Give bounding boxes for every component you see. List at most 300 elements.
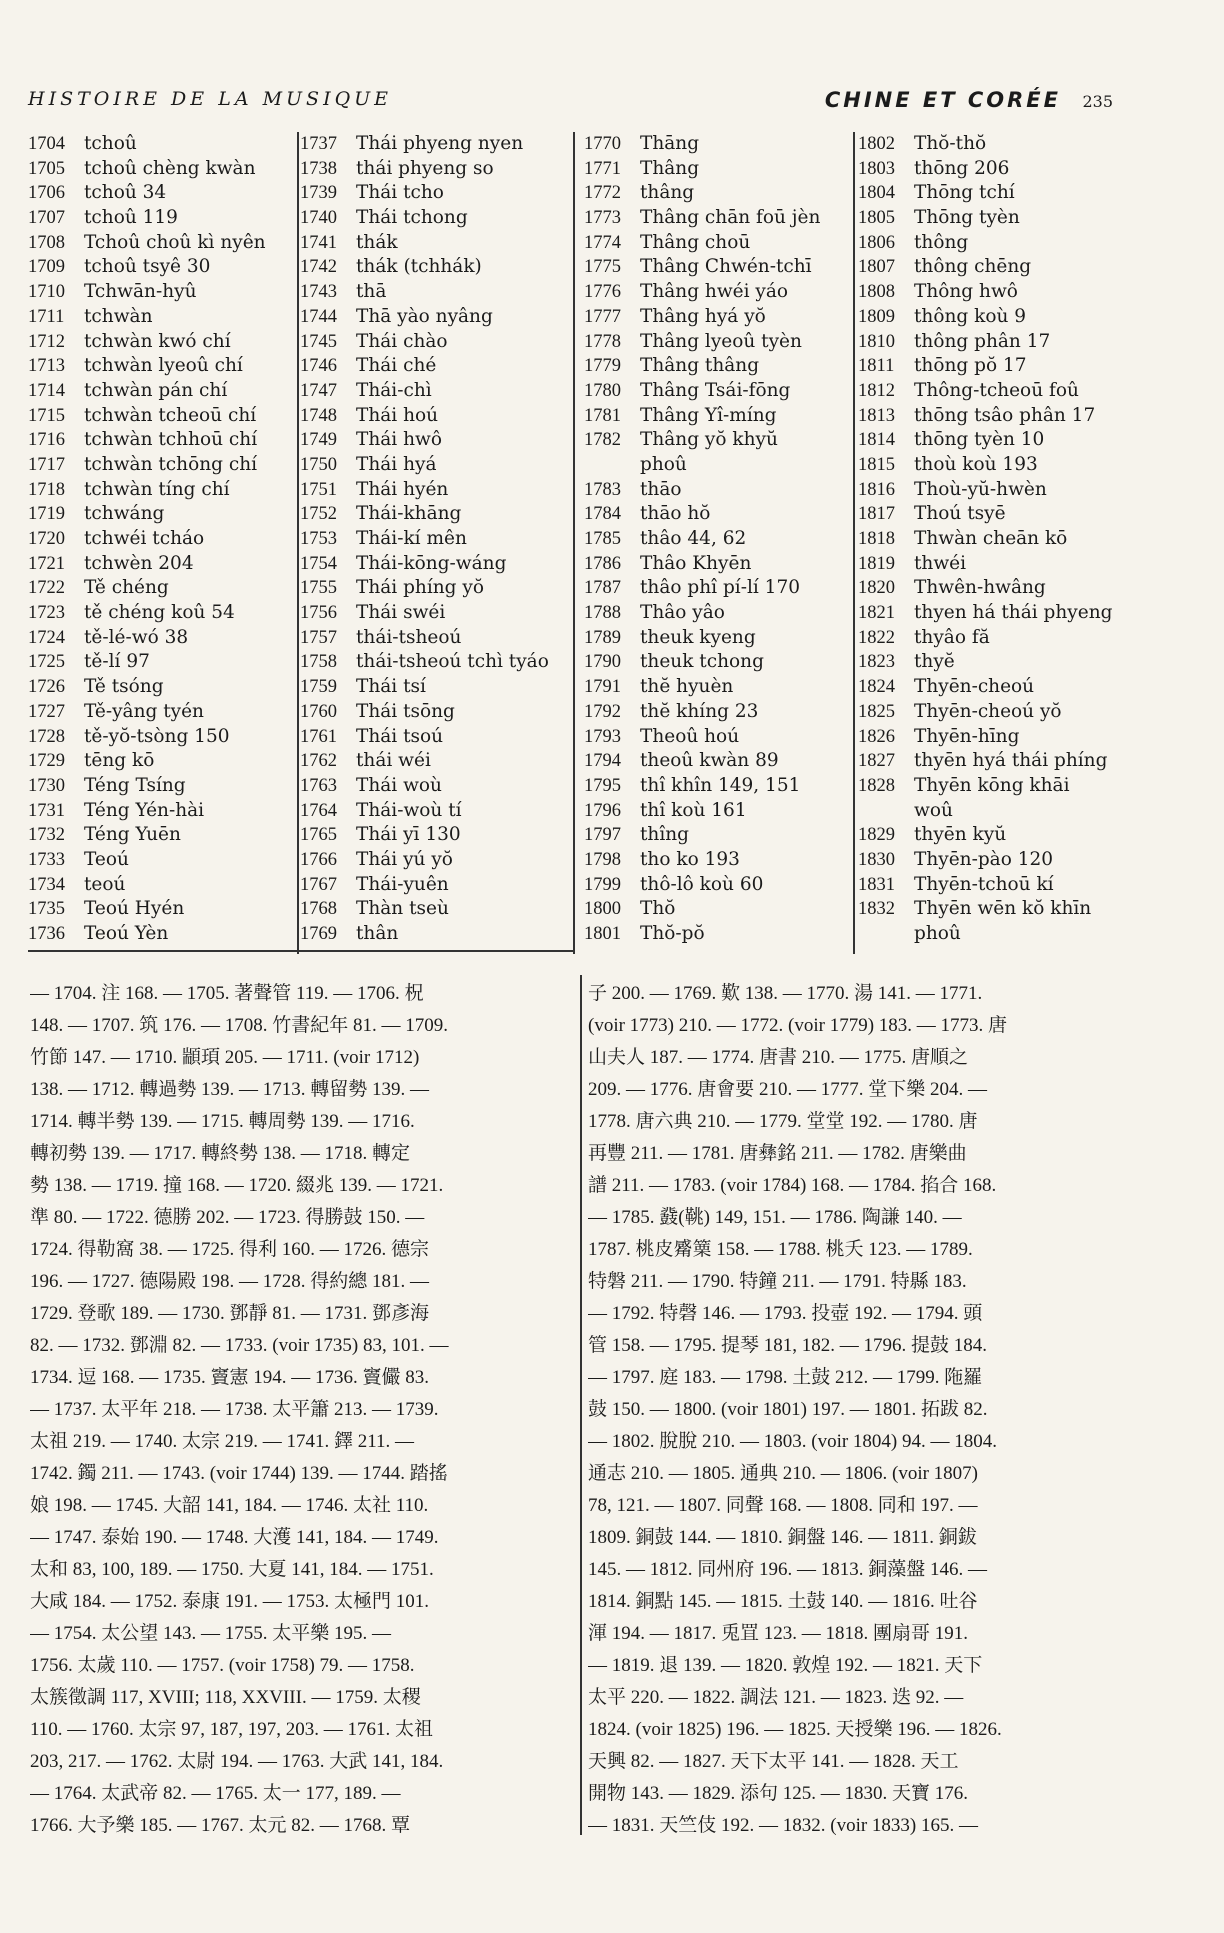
entry-term: Thâng yŏ khyŭ — [640, 429, 778, 451]
entry-term: tchwàn pán chí — [84, 379, 228, 401]
entry-term: Thŏ-thŏ — [914, 133, 987, 154]
entry-number: 1771 — [584, 158, 621, 179]
entry-number: 1766 — [300, 849, 337, 870]
entry-term: thô-lô koù 60 — [640, 873, 764, 895]
index-entry — [28, 157, 298, 182]
index-entry — [28, 255, 298, 280]
entry-term: Téng Yén-hài — [84, 799, 205, 821]
index-entry — [858, 725, 1128, 750]
index-entry — [300, 502, 570, 527]
character-notes-left — [30, 978, 580, 1842]
index-entry — [300, 354, 570, 379]
entry-term: thwéi — [914, 552, 967, 574]
entry-number: 1760 — [300, 701, 337, 722]
note-line: 再豐 211. — 1781. 唐彝銘 211. — 1782. 唐樂曲 — [588, 1143, 967, 1164]
index-entry — [300, 280, 570, 305]
index-entry — [584, 255, 854, 280]
note-line: 1729. 登歌 189. — 1730. 鄧靜 81. — 1731. 鄧彥海 — [30, 1303, 430, 1324]
entry-term: tchwàn tchhoū chí — [84, 429, 258, 451]
entry-term: thyēn hyá thái phíng — [914, 750, 1108, 772]
entry-term: tchwàn — [84, 305, 153, 327]
index-entry — [858, 231, 1128, 256]
entry-term: thî khîn 149, 151 — [640, 774, 801, 796]
entry-term: teoú — [84, 873, 126, 895]
index-column-2 — [300, 132, 570, 947]
entry-term: thāo hŏ — [640, 503, 711, 525]
entry-number: 1717 — [28, 454, 65, 475]
entry-term: Thoú tsyē — [914, 503, 1006, 525]
entry-number: 1806 — [858, 232, 895, 253]
index-entry — [300, 181, 570, 206]
entry-number: 1809 — [858, 306, 895, 327]
entry-number: 1784 — [584, 504, 621, 525]
entry-term: Thái phíng yŏ — [356, 577, 484, 599]
entry-term: Thái-kí mên — [356, 528, 467, 549]
entry-number: 1785 — [584, 529, 621, 549]
entry-term: Thái tcho — [356, 182, 444, 204]
entry-number: 1815 — [858, 454, 895, 475]
entry-number: 1754 — [300, 553, 337, 574]
entry-term: thái-tsheoú — [356, 626, 462, 648]
entry-term: thông — [914, 231, 969, 253]
entry-number: 1816 — [858, 479, 895, 500]
index-column-3 — [584, 132, 854, 947]
entry-term: thái-tsheoú tchì tyáo — [356, 651, 549, 673]
index-entry — [28, 330, 298, 355]
entry-term: tchwàn tíng chí — [84, 478, 230, 500]
entry-number: 1820 — [858, 578, 895, 599]
index-entry — [300, 305, 570, 330]
note-line: 1787. 桃皮觱篥 158. — 1788. 桃夭 123. — 1789. — [588, 1239, 973, 1260]
entry-term: Thái-kōng-wáng — [356, 552, 507, 574]
note-line: 娘 198. — 1745. 大韶 141, 184. — 1746. 太社 110. — [30, 1495, 429, 1516]
entry-term: Thyēn kōng khāi — [914, 774, 1070, 796]
index-entry — [584, 231, 854, 256]
entry-term: Thâng chān foū jèn — [640, 207, 821, 229]
note-line: 1724. 得勒窩 38. — 1725. 得利 160. — 1726. 德宗 — [30, 1239, 430, 1260]
note-line: 天興 82. — 1827. 天下太平 141. — 1828. 天工 — [588, 1751, 959, 1772]
entry-term: Thyēn wēn kŏ khīn — [914, 898, 1092, 920]
index-entry — [858, 527, 1128, 552]
entry-number: 1715 — [28, 405, 65, 426]
note-line: — 1754. 太公望 143. — 1755. 太平樂 195. — — [30, 1623, 392, 1644]
index-entry — [584, 354, 854, 379]
entry-number: 1819 — [858, 553, 895, 574]
entry-number: 1790 — [584, 652, 621, 673]
entry-number: 1788 — [584, 603, 621, 624]
entry-number: 1763 — [300, 775, 337, 796]
entry-term: tho ko 193 — [640, 848, 740, 870]
entry-term: tchwáng — [84, 503, 165, 525]
entry-term: theuk kyeng — [640, 626, 756, 648]
entry-number: 1711 — [28, 306, 65, 327]
index-entry — [858, 897, 1128, 922]
entry-term: Teoú — [84, 848, 129, 870]
note-line: — 1802. 脫脫 210. — 1803. (voir 1804) 94. — 1804. — [588, 1431, 998, 1452]
index-entry — [28, 404, 298, 429]
index-entry — [858, 453, 1128, 478]
entry-term: thāo — [640, 478, 682, 500]
index-entry — [28, 428, 298, 453]
index-entry — [858, 749, 1128, 774]
entry-term: tě chéng koû 54 — [84, 602, 235, 624]
entry-term: tchwàn tchōng chí — [84, 453, 258, 475]
entry-term: Thoù-yŭ-hwèn — [914, 478, 1047, 500]
entry-term: thông koù 9 — [914, 305, 1027, 327]
entry-number: 1783 — [584, 479, 621, 500]
entry-number: 1746 — [300, 356, 337, 377]
index-entry — [28, 305, 298, 330]
entry-term: Thōng tchí — [914, 182, 1015, 204]
index-entry — [858, 354, 1128, 379]
entry-number: 1729 — [28, 751, 65, 772]
entry-term: Thâng lyeoû tyèn — [640, 330, 802, 352]
index-entry — [28, 725, 298, 750]
entry-term: Thōng tyèn — [914, 207, 1020, 229]
entry-number: 1811 — [858, 356, 895, 377]
entry-number: 1793 — [584, 726, 621, 747]
column-rule-2 — [573, 132, 575, 954]
index-entry — [28, 799, 298, 824]
entry-number: 1770 — [584, 134, 621, 154]
index-entry — [858, 552, 1128, 577]
entry-number: 1736 — [28, 924, 65, 944]
entry-term: Thŏ-pŏ — [640, 923, 705, 944]
entry-term: Thái yú yŏ — [356, 848, 453, 870]
entry-number: 1821 — [858, 603, 895, 624]
entry-number: 1818 — [858, 529, 895, 549]
entry-number: 1762 — [300, 751, 337, 772]
index-entry — [28, 527, 298, 552]
index-entry — [300, 749, 570, 774]
entry-term: Téng Tsíng — [84, 774, 186, 796]
entry-number: 1787 — [584, 578, 621, 599]
entry-number: 1786 — [584, 553, 621, 574]
entry-term: Thŏ — [640, 898, 676, 920]
entry-term: Thyēn-hīng — [914, 725, 1020, 747]
entry-number: 1761 — [300, 726, 337, 747]
note-line: 1734. 逗 168. — 1735. 竇憲 194. — 1736. 竇儼 83. — [30, 1367, 430, 1388]
entry-number: 1802 — [858, 134, 895, 154]
entry-term: thōng tyèn 10 — [914, 429, 1045, 451]
entry-term: thâng — [640, 182, 695, 204]
entry-number: 1824 — [858, 677, 895, 698]
entry-number: 1735 — [28, 899, 65, 920]
entry-term: Thái-yuên — [356, 873, 449, 895]
index-entry — [858, 675, 1128, 700]
entry-number: 1804 — [858, 183, 895, 204]
index-column-1 — [28, 132, 298, 947]
entry-number: 1721 — [28, 553, 65, 574]
index-entry — [584, 823, 854, 848]
entry-term: thái phyeng so — [356, 157, 494, 179]
entry-number: 1750 — [300, 454, 337, 475]
index-entry — [300, 453, 570, 478]
entry-term: tě-lé-wó 38 — [84, 626, 189, 648]
entry-term: theoû kwàn 89 — [640, 750, 779, 772]
entry-number: 1812 — [858, 380, 895, 401]
note-line: 209. — 1776. 唐會要 210. — 1777. 堂下樂 204. — — [588, 1079, 988, 1100]
index-entry — [28, 700, 298, 725]
note-line: 1824. (voir 1825) 196. — 1825. 天授樂 196. — 1826. — [588, 1719, 1002, 1740]
index-entry — [584, 675, 854, 700]
index-entry — [858, 404, 1128, 429]
note-line: 78, 121. — 1807. 同聲 168. — 1808. 同和 197. — — [588, 1495, 978, 1516]
note-line: 勢 138. — 1719. 撞 168. — 1720. 綴兆 139. — 1721. — [30, 1175, 444, 1196]
index-entry — [300, 675, 570, 700]
index-entry — [300, 157, 570, 182]
entry-number: 1707 — [28, 208, 65, 229]
entry-number: 1798 — [584, 849, 621, 870]
entry-term: Thái phyeng nyen — [356, 133, 524, 154]
entry-term: tchwàn tcheoū chí — [84, 404, 257, 426]
entry-term: tchoû 34 — [84, 182, 167, 204]
index-entry — [300, 799, 570, 824]
index-entry — [28, 626, 298, 651]
note-line: 203, 217. — 1762. 太尉 194. — 1763. 大武 141, 184. — [30, 1751, 444, 1772]
note-line: 1756. 太歲 110. — 1757. (voir 1758) 79. — 1758. — [30, 1655, 415, 1676]
entry-number: 1705 — [28, 158, 65, 179]
index-entry — [858, 848, 1128, 873]
index-entry — [28, 379, 298, 404]
note-line: — 1792. 特磬 146. — 1793. 投壺 192. — 1794. 頭 — [588, 1303, 983, 1324]
entry-term: tchoû chèng kwàn — [84, 157, 256, 179]
entry-term: Thái-khāng — [356, 503, 462, 525]
entry-term: Thâng Yî-míng — [640, 404, 777, 426]
entry-term: Thâo yâo — [640, 602, 725, 624]
entry-number: 1758 — [300, 652, 337, 673]
note-line: 太和 83, 100, 189. — 1750. 大夏 141, 184. — 1751. — [30, 1559, 434, 1580]
index-entry — [28, 552, 298, 577]
entry-term: tchoû tsyê 30 — [84, 256, 211, 278]
entry-number: 1832 — [858, 899, 895, 920]
index-entry — [28, 576, 298, 601]
entry-number: 1712 — [28, 331, 65, 352]
entry-number: 1727 — [28, 701, 65, 722]
index-entry — [584, 725, 854, 750]
index-entry — [300, 774, 570, 799]
note-line: 準 80. — 1722. 德勝 202. — 1723. 得勝鼓 150. — — [30, 1207, 425, 1228]
page-number: 235 — [1082, 92, 1113, 111]
index-entry — [858, 132, 1128, 157]
entry-number: 1781 — [584, 405, 621, 426]
entry-term: thái wéi — [356, 750, 431, 772]
entry-number: 1722 — [28, 578, 65, 599]
note-line: 145. — 1812. 同州府 196. — 1813. 銅藻盤 146. — — [588, 1559, 988, 1580]
note-line: 82. — 1732. 鄧淵 82. — 1733. (voir 1735) 83, 101. — — [30, 1335, 449, 1356]
entry-term: Thâng hyá yŏ — [640, 305, 766, 327]
entry-term: thî koù 161 — [640, 799, 747, 821]
index-entry — [28, 478, 298, 503]
entry-number: 1803 — [858, 158, 895, 179]
entry-term: thōng pŏ 17 — [914, 355, 1027, 377]
entry-number: 1799 — [584, 874, 621, 895]
entry-number: 1827 — [858, 751, 895, 772]
index-entry — [584, 132, 854, 157]
entry-number: 1810 — [858, 331, 895, 352]
entry-term: Thái tsoú — [356, 725, 444, 747]
entry-term: tchwàn kwó chí — [84, 330, 231, 352]
index-entry — [28, 502, 298, 527]
entry-number: 1808 — [858, 282, 895, 303]
entry-number: 1747 — [300, 380, 337, 401]
index-entry — [28, 354, 298, 379]
note-line: — 1737. 太平年 218. — 1738. 太平簫 213. — 1739. — [30, 1399, 439, 1420]
entry-term: Tě tsóng — [84, 676, 164, 698]
entry-number: 1741 — [300, 232, 337, 253]
note-line: 138. — 1712. 轉過勢 139. — 1713. 轉留勢 139. — — [30, 1079, 430, 1100]
index-entry — [858, 157, 1128, 182]
index-entry — [584, 453, 854, 478]
entry-term: thyâo fă — [914, 626, 990, 648]
note-line: 大咸 184. — 1752. 泰康 191. — 1753. 太極門 101. — [30, 1591, 430, 1612]
index-entry — [300, 231, 570, 256]
note-line: 太平 220. — 1822. 調法 121. — 1823. 迭 92. — — [588, 1687, 964, 1708]
index-entry — [858, 502, 1128, 527]
entry-number: 1773 — [584, 208, 621, 229]
note-line: 太祖 219. — 1740. 太宗 219. — 1741. 鐸 211. — — [30, 1431, 415, 1452]
index-entry — [584, 305, 854, 330]
index-entry — [300, 873, 570, 898]
index-entry — [28, 675, 298, 700]
entry-term: thōng tsâo phân 17 — [914, 404, 1096, 426]
entry-term: Téng Yuēn — [84, 824, 181, 846]
entry-number: 1772 — [584, 183, 621, 204]
entry-number: 1774 — [584, 232, 621, 253]
note-line: 山夫人 187. — 1774. 唐書 210. — 1775. 唐順之 — [588, 1047, 969, 1068]
note-line: 鼓 150. — 1800. (voir 1801) 197. — 1801. 拓跋 82. — [588, 1399, 988, 1420]
entry-term: tchwèn 204 — [84, 552, 194, 574]
index-entry — [300, 478, 570, 503]
index-entry — [584, 181, 854, 206]
entry-term: Thái swéi — [356, 602, 446, 624]
note-line: 轉初勢 139. — 1717. 轉終勢 138. — 1718. 轉定 — [30, 1143, 411, 1164]
entry-number: 1800 — [584, 899, 621, 920]
entry-term: thák (tchhák) — [356, 256, 482, 278]
entry-term: Thyēn-pào 120 — [914, 848, 1054, 870]
index-entry — [584, 774, 854, 799]
entry-number: 1805 — [858, 208, 895, 229]
index-entry — [28, 774, 298, 799]
index-entry — [300, 206, 570, 231]
index-column-4 — [858, 132, 1128, 947]
entry-number: 1795 — [584, 775, 621, 796]
index-entry — [28, 650, 298, 675]
entry-term: Thâng — [640, 157, 700, 179]
entry-term: Thāng — [640, 133, 700, 154]
index-entry — [584, 749, 854, 774]
index-entry — [300, 527, 570, 552]
index-entry — [584, 626, 854, 651]
index-entry — [858, 799, 1128, 824]
entry-term: tě-yŏ-tsòng 150 — [84, 725, 230, 747]
index-entry — [584, 330, 854, 355]
index-entry — [28, 873, 298, 898]
index-entry — [300, 428, 570, 453]
entry-number: 1728 — [28, 726, 65, 747]
entry-number: 1777 — [584, 306, 621, 327]
index-entry — [28, 206, 298, 231]
entry-number: 1733 — [28, 849, 65, 870]
entry-term: Tě chéng — [84, 577, 169, 599]
entry-number: 1756 — [300, 603, 337, 624]
entry-number: 1740 — [300, 208, 337, 229]
entry-number: 1828 — [858, 775, 895, 796]
page-header — [28, 88, 1113, 120]
index-entry — [584, 873, 854, 898]
entry-number: 1831 — [858, 874, 895, 895]
note-line: — 1764. 太武帝 82. — 1765. 太一 177, 189. — — [30, 1783, 401, 1804]
index-entry — [858, 428, 1128, 453]
index-entry — [584, 799, 854, 824]
entry-term: thîng — [640, 824, 690, 846]
entry-number: 1713 — [28, 356, 65, 377]
running-title-left: HISTOIRE DE LA MUSIQUE — [28, 88, 393, 110]
entry-number: 1731 — [28, 800, 65, 821]
index-entry — [300, 601, 570, 626]
index-entry — [858, 922, 1128, 947]
index-entry — [584, 848, 854, 873]
index-entry — [28, 848, 298, 873]
index-entry — [584, 502, 854, 527]
entry-term: Thâng Tsái-fōng — [640, 379, 791, 401]
entry-number: 1768 — [300, 899, 337, 920]
note-line: 148. — 1707. 筑 176. — 1708. 竹書紀年 81. — 1709. — [30, 1015, 449, 1036]
entry-term: Thâo Khyēn — [640, 552, 752, 574]
entry-number: 1709 — [28, 257, 65, 278]
entry-number: 1745 — [300, 331, 337, 352]
note-line: 譜 211. — 1783. (voir 1784) 168. — 1784. 掐合 168. — [588, 1175, 997, 1196]
entry-number: 1764 — [300, 800, 337, 821]
entry-term: Thái hwô — [356, 429, 442, 451]
index-entry — [858, 330, 1128, 355]
entry-term: thyen há thái phyeng — [914, 602, 1113, 624]
entry-number: 1738 — [300, 158, 337, 179]
index-entry — [300, 132, 570, 157]
entry-term: Thwàn cheān kō — [914, 528, 1068, 549]
entry-term: woû — [914, 799, 953, 821]
note-line: — 1797. 庭 183. — 1798. 土鼓 212. — 1799. 陁羅 — [588, 1367, 983, 1388]
entry-number: 1826 — [858, 726, 895, 747]
entry-number: 1708 — [28, 232, 65, 253]
index-entry — [300, 404, 570, 429]
index-entry — [28, 231, 298, 256]
entry-number: 1710 — [28, 282, 65, 303]
index-entry — [858, 700, 1128, 725]
index-entry — [300, 897, 570, 922]
index-entry — [584, 601, 854, 626]
character-notes-right — [588, 978, 1120, 1842]
entry-number: 1744 — [300, 306, 337, 327]
note-line: 1714. 轉半勢 139. — 1715. 轉周勢 139. — 1716. — [30, 1111, 415, 1132]
entry-term: Thā yào nyâng — [356, 305, 493, 327]
entry-number: 1751 — [300, 479, 337, 500]
entry-term: Thái hoú — [356, 404, 439, 426]
entry-number: 1755 — [300, 578, 337, 599]
entry-term: thông chēng — [914, 256, 1032, 278]
index-entry — [300, 700, 570, 725]
index-entry — [300, 379, 570, 404]
entry-term: thák — [356, 231, 398, 253]
entry-term: Thyēn-tchoū kí — [914, 873, 1054, 895]
entry-number: 1776 — [584, 282, 621, 303]
entry-number: 1716 — [28, 430, 65, 451]
entry-number: 1730 — [28, 775, 65, 796]
note-line: 1809. 銅鼓 144. — 1810. 銅盤 146. — 1811. 銅鈸 — [588, 1527, 977, 1548]
entry-number: 1714 — [28, 380, 65, 401]
entry-number: 1719 — [28, 504, 65, 525]
note-line: — 1831. 天竺伎 192. — 1832. (voir 1833) 165. — — [588, 1815, 979, 1836]
